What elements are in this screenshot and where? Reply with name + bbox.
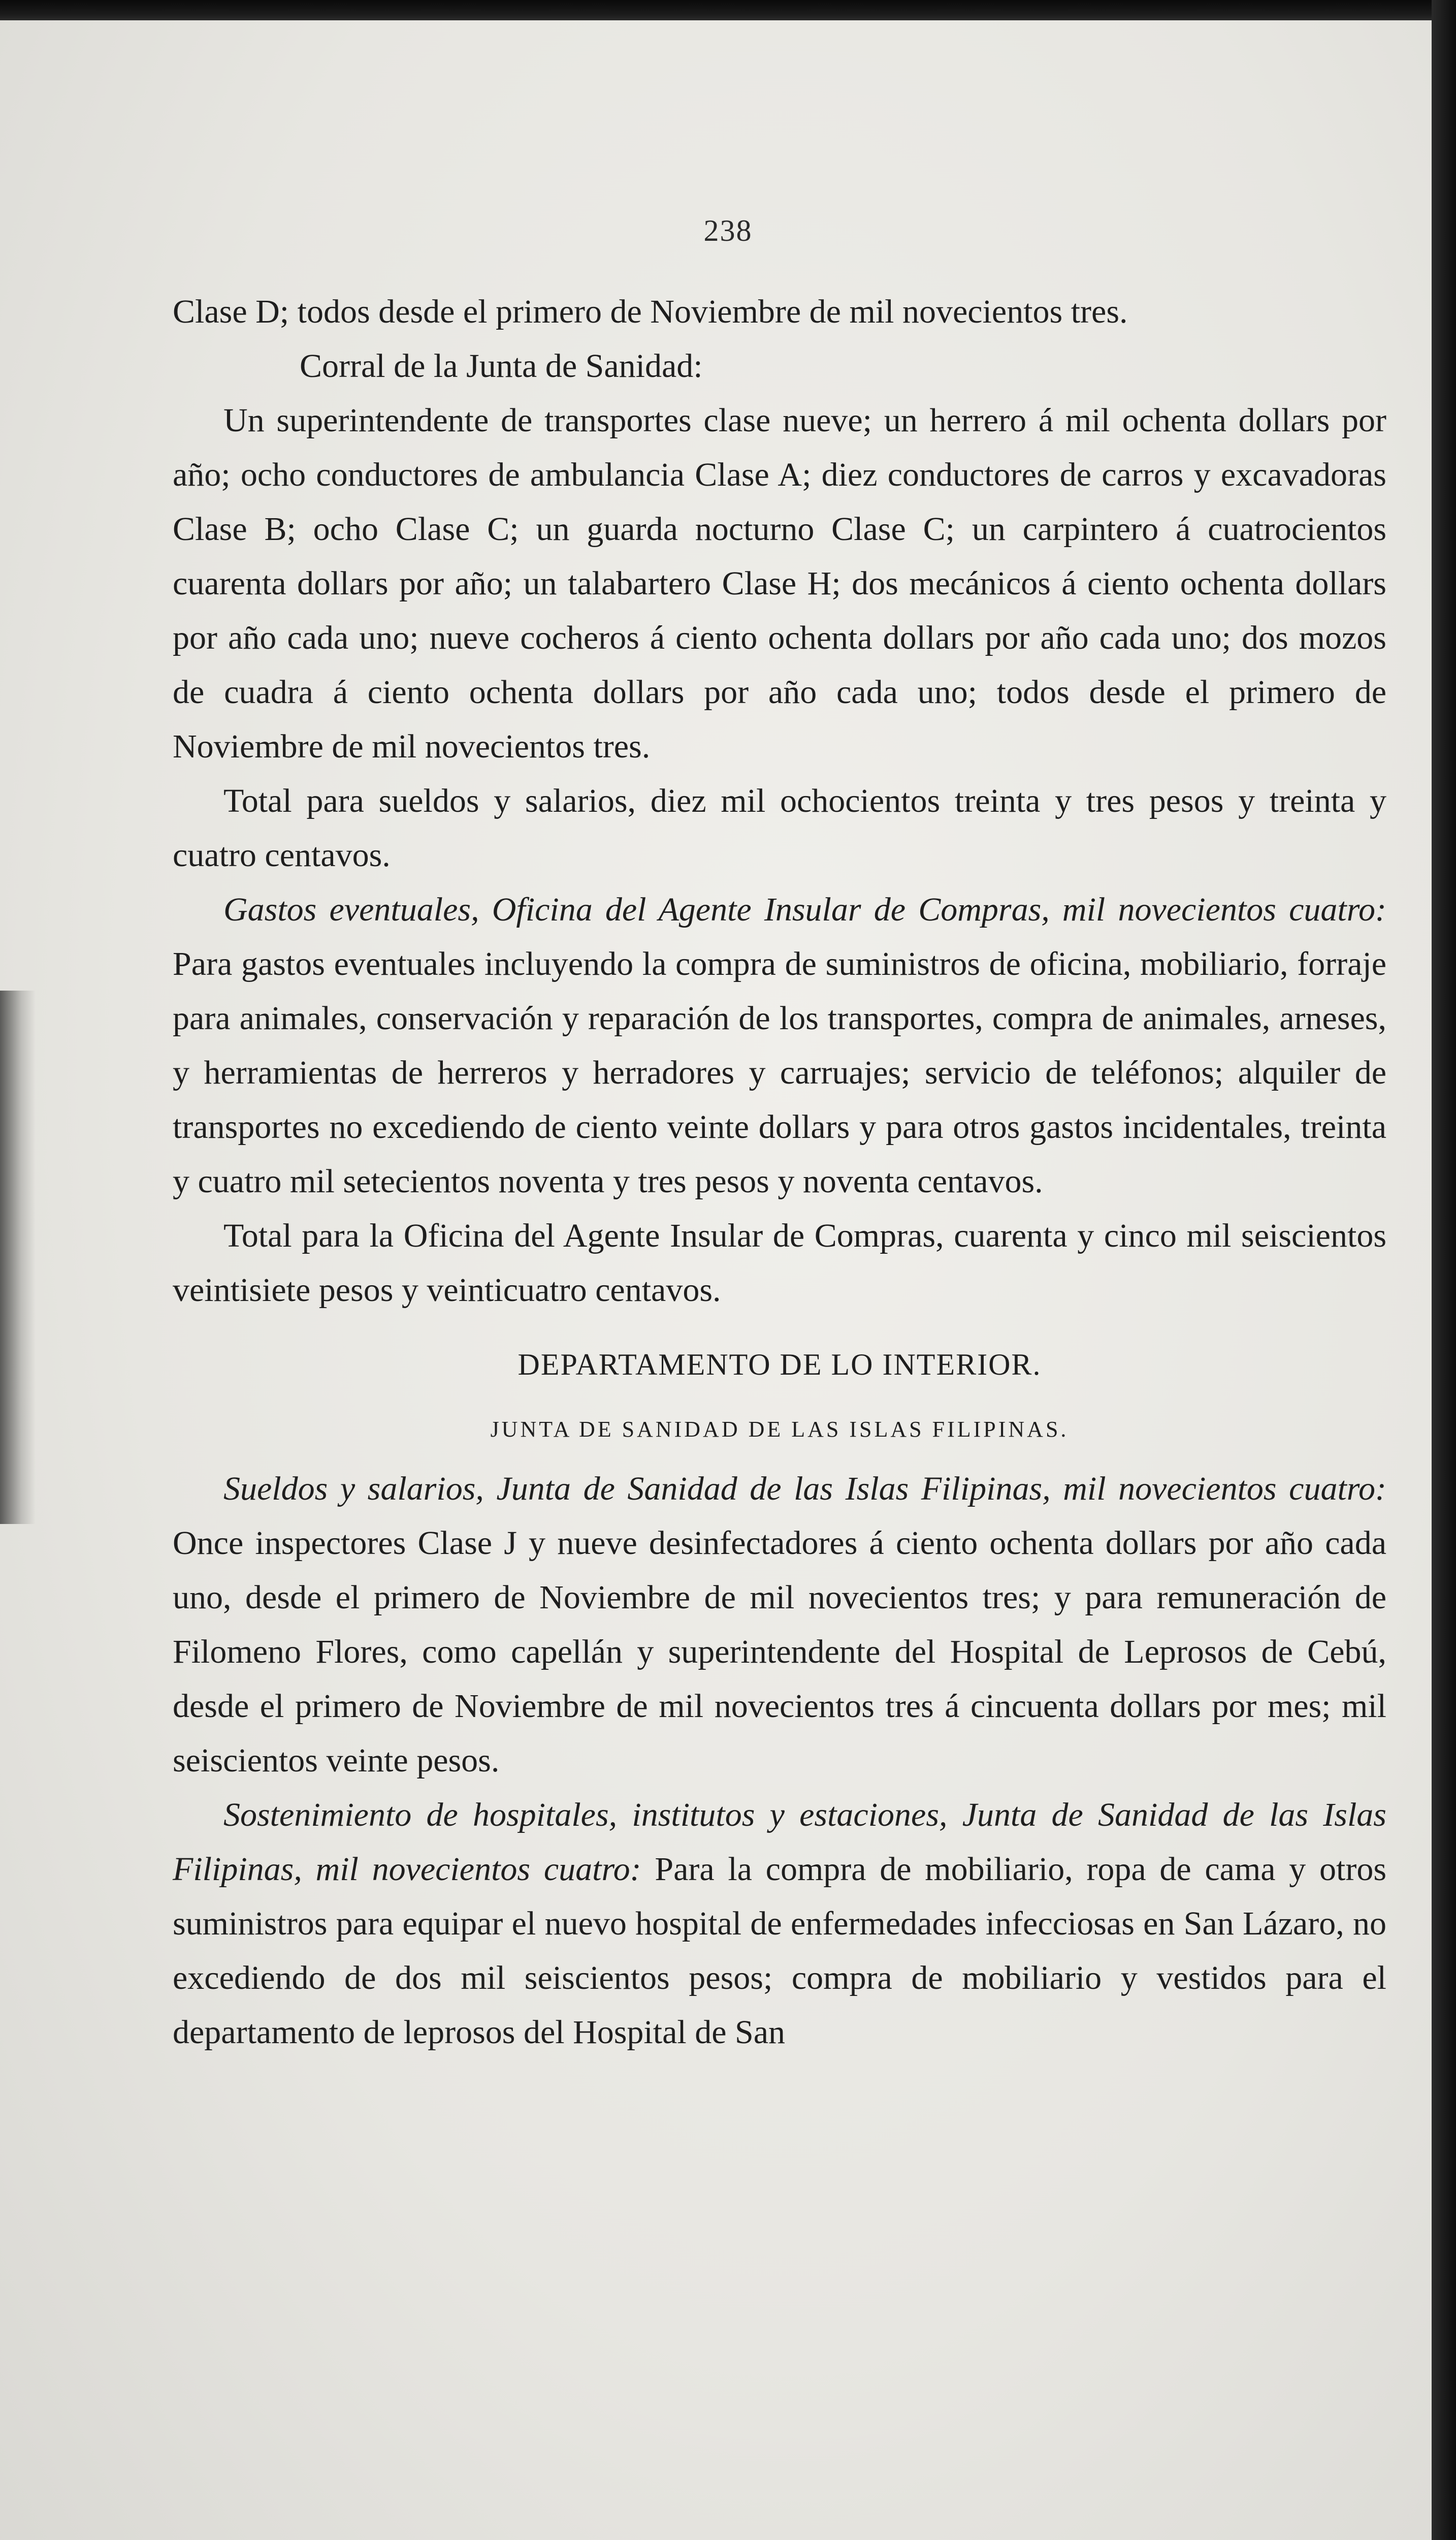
section-label-corral: Corral de la Junta de Sanidad: <box>300 347 703 385</box>
section-subheading: JUNTA DE SANIDAD DE LAS ISLAS FILIPINAS. <box>490 1417 1069 1442</box>
paragraph-sostenimiento <box>173 1788 1386 2059</box>
paragraph-gastos-body: Para gastos eventuales incluyendo la compra de suministros de oficina, mobiliario, forraje para animales, conservación y reparación de los transportes, compra de animales, arneses, y herramientas de herreros y herradores y carruajes; servicio de teléfonos; alquiler de transportes no excediendo de ciento veinte dollars y para otros gastos incidentales, treinta y cuatro mil setecientos noventa y tres pesos y noventa centavos. <box>173 945 1386 1200</box>
paragraph-total-oficina: Total para la Oficina del Agente Insular de Compras, cuarenta y cinco mil seiscientos veintisiete pesos y veinticuatro centavos. <box>173 1217 1386 1309</box>
italic-heading-sueldos: Sueldos y salarios, Junta de Sanidad de las Islas Filipinas, mil novecientos cuatro: <box>223 1470 1386 1507</box>
paragraph-sueldos-body: Once inspectores Clase J y nueve desinfectadores á ciento ochenta dollars por año cada uno, desde el primero de Noviembre de mil novecientos tres; y para remuneración de Filomeno Flores, como capellán y superintendente del Hospital de Leprosos de Cebú, desde el primero de Noviembre de mil novecientos tres á cincuenta dollars por mes; mil seiscientos veinte pesos. <box>173 1525 1386 1779</box>
page-number: 238 <box>703 214 753 247</box>
body-text <box>173 284 1386 2059</box>
paragraph-clase-d: Clase D; todos desde el primero de Noviembre de mil novecientos tres. <box>173 293 1128 330</box>
scan-top-edge <box>0 0 1456 20</box>
italic-heading-gastos: Gastos eventuales, Oficina del Agente Insular de Compras, mil novecientos cuatro: <box>223 891 1386 928</box>
paragraph-gastos-eventuales <box>173 882 1386 1209</box>
paragraph-corral-staff: Un superintendente de transportes clase nueve; un herrero á mil ochenta dollars por año; ocho conductores de ambulancia Clase A; diez conductores de carros y excavadoras Clase B; ocho Clase C; un guarda nocturno Clase C; un carpintero á cuatrocientos cuarenta dollars por año; un talabartero Clase H; dos mecánicos á ciento ochenta dollars por año cada uno; nueve cocheros á ciento ochenta dollars por año cada uno; dos mozos de cuadra á ciento ochenta dollars por año cada uno; todos desde el primero de Noviembre de mil novecientos tres. <box>173 402 1386 765</box>
binding-shadow <box>0 991 36 1524</box>
paragraph-sostenimiento-body: Para la compra de mobiliario, ropa de cama y otros suministros para equipar el nuevo hospital de enfermedades infecciosas en San Lázaro, no excediendo de dos mil seiscientos pesos; compra de mobiliario y vestidos para el departamento de leprosos del Hospital de San <box>173 1851 1386 2051</box>
paragraph-total-salaries: Total para sueldos y salarios, diez mil ochocientos treinta y tres pesos y treinta y cuatro centavos. <box>173 782 1386 874</box>
scan-right-edge <box>1432 0 1456 2540</box>
paragraph-sueldos <box>173 1462 1386 1788</box>
department-heading: DEPARTAMENTO DE LO INTERIOR. <box>517 1348 1042 1381</box>
italic-heading-sostenimiento: Sostenimiento de hospitales, institutos y estaciones, Junta de Sanidad de las Islas Filipinas, mil novecientos cuatro: <box>173 1796 1386 1888</box>
